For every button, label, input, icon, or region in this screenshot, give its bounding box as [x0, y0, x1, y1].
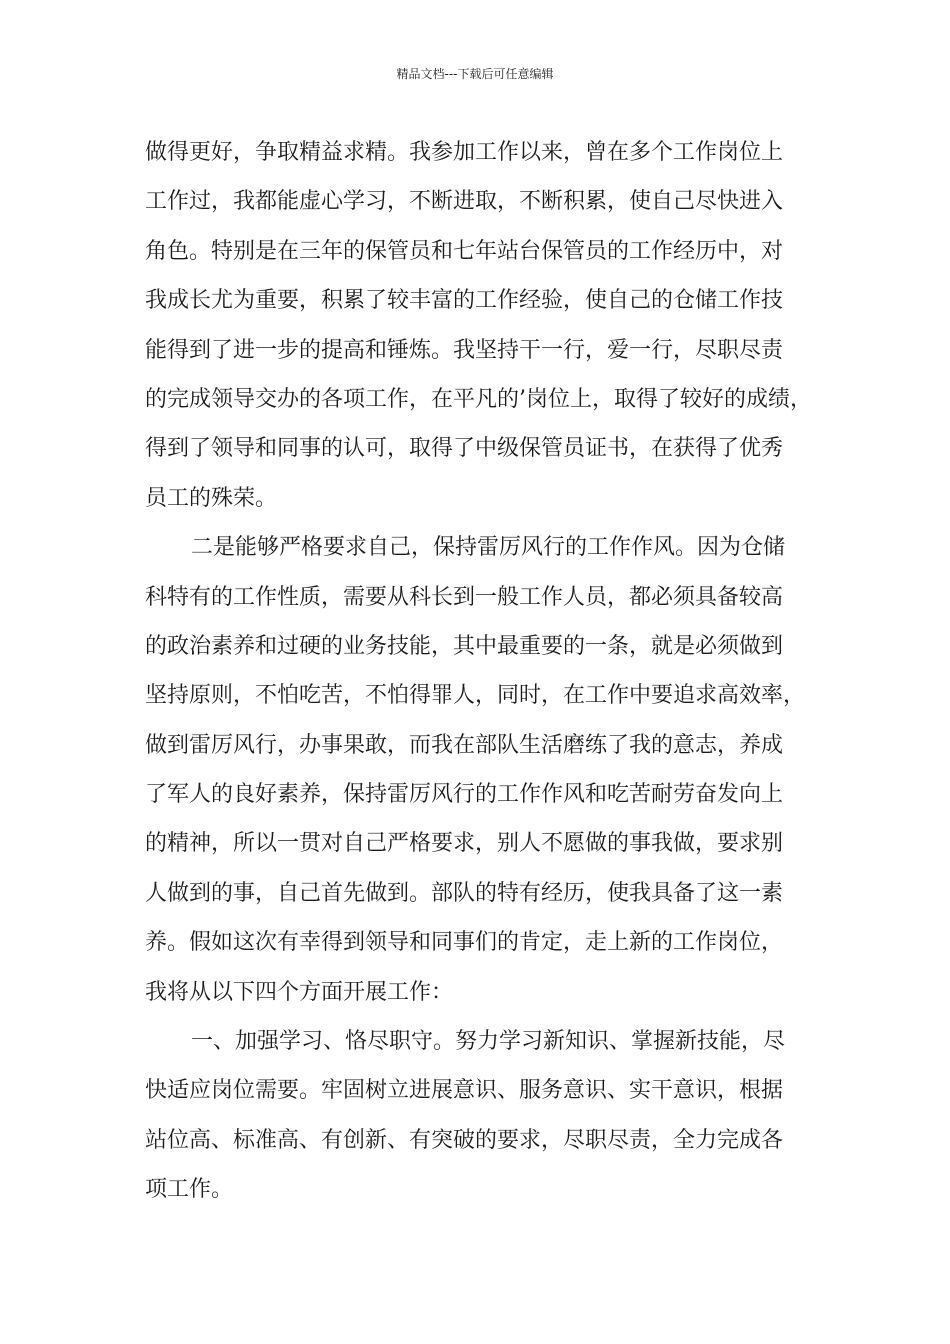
text-line: 角色。特别是在三年的保管员和七年站台保管员的工作经历中，对: [145, 238, 784, 264]
text-line: 做得更好，争取精益求精。我参加工作以来，曾在多个工作岗位上: [145, 140, 784, 165]
text-line: 我成长尤为重要，积累了较丰富的工作经验，使自己的仓储工作技: [145, 288, 784, 314]
text-line: 快适应岗位需要。牢固树立进展意识、服务意识、实干意识，根据: [145, 1078, 784, 1104]
text-line: 得到了领导和同事的认可，取得了中级保管员证书，在获得了优秀: [145, 436, 784, 462]
text-line: 项工作。: [145, 1177, 234, 1203]
text-line: 做到雷厉风行，办事果敢，而我在部队生活磨练了我的意志，养成: [145, 732, 784, 758]
text-line: 员工的殊荣。: [145, 485, 278, 511]
text-line: 二是能够严格要求自己，保持雷厉风行的工作作风。因为仓储: [191, 535, 786, 561]
text-line: 人做到的事，自己首先做到。部队的特有经历，使我具备了这一素: [145, 880, 784, 906]
text-line: 站位高、标准高、有创新、有突破的要求，尽职尽责，全力完成各: [145, 1127, 784, 1153]
text-line: 的完成领导交办的各项工作，在平凡的’岗位上，取得了较好的成绩，: [145, 386, 812, 412]
text-line: 的精神，所以一贯对自己严格要求，别人不愿做的事我做，要求别: [145, 831, 784, 857]
document-body: [145, 128, 825, 1215]
page-header: 精品文档---下载后可任意编辑: [396, 67, 554, 81]
text-line: 科特有的工作性质，需要从科长到一般工作人员，都必须具备较高: [145, 584, 784, 610]
text-line: 了军人的良好素养，保持雷厉风行的工作作风和吃苦耐劳奋发向上: [145, 782, 784, 808]
text-line: 一、加强学习、恪尽职守。努力学习新知识、掌握新技能，尽: [191, 1029, 786, 1055]
text-line: 坚持原则，不怕吃苦，不怕得罪人，同时，在工作中要追求高效率，: [145, 683, 806, 709]
text-line: 我将从以下四个方面开展工作：: [145, 979, 454, 1005]
text-line: 的政治素养和过硬的业务技能，其中最重要的一条，就是必须做到: [145, 633, 784, 659]
text-line: 能得到了进一步的提高和锤炼。我坚持干一行，爱一行，尽职尽责: [145, 337, 784, 363]
text-line: 养。假如这次有幸得到领导和同事们的肯定，走上新的工作岗位，: [145, 930, 784, 956]
text-line: 工作过，我都能虚心学习，不断进取，不断积累，使自己尽快进入: [145, 189, 784, 215]
